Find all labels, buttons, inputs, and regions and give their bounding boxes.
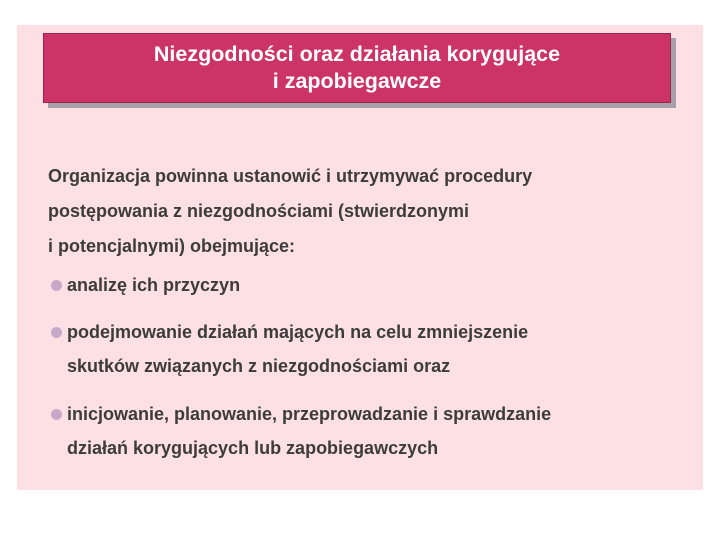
bullet-text-line-1: inicjowanie, planowanie, przeprowadzanie i sprawdzanie — [67, 404, 552, 424]
bullet-text-line-1: analizę ich przyczyn — [67, 275, 241, 295]
bullet-text-line-2: działań korygujących lub zapobiegawczych — [67, 438, 439, 458]
slide-title — [43, 33, 671, 103]
bullet-item-analysis — [67, 268, 697, 302]
bullet-dot-icon — [51, 409, 62, 420]
bullet-dot-icon — [51, 280, 62, 291]
intro-line-1: Organizacja powinna ustanowić i utrzymywać procedury — [48, 166, 533, 186]
intro-line-2: postępowania z niezgodnościami (stwierdzonymi — [48, 201, 470, 221]
slide — [17, 25, 703, 490]
bullet-dot-icon — [51, 327, 62, 338]
bullet-text-line-1: podejmowanie działań mających na celu zmniejszenie — [67, 322, 529, 342]
bullet-item-initiation — [67, 397, 697, 465]
intro-paragraph — [48, 159, 698, 264]
bullet-text-line-2: skutków związanych z niezgodnościami oraz — [67, 356, 451, 376]
slide-title-line-1: Niezgodności oraz działania korygujące — [153, 42, 561, 66]
slide-title-line-2: i zapobiegawcze — [272, 69, 442, 93]
intro-line-3: i potencjalnymi) obejmujące: — [48, 236, 296, 256]
bullet-item-actions — [67, 315, 697, 383]
